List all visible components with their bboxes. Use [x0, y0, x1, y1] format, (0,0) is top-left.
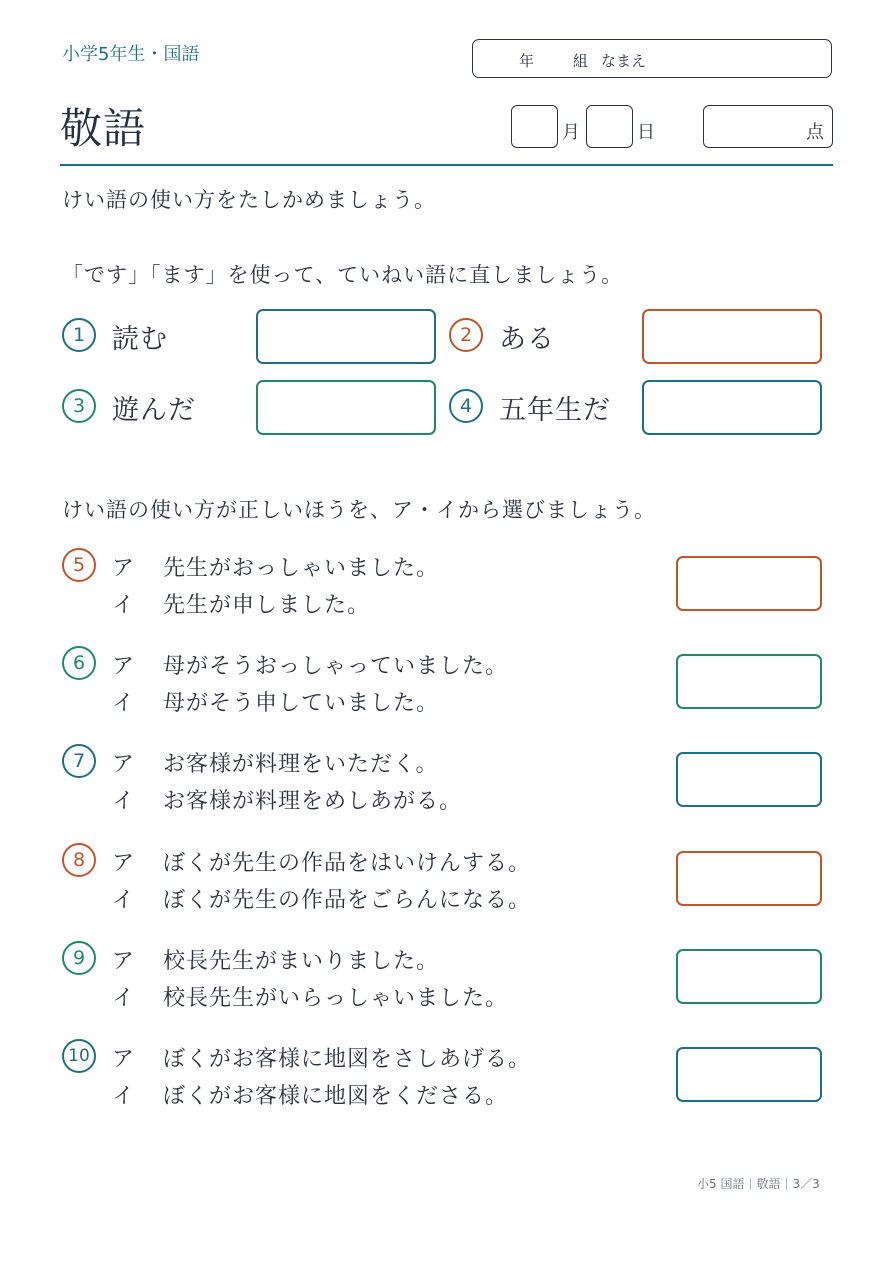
option-a-text-6: 母がそうおっしゃっていました。 — [163, 654, 509, 680]
answer-box-8[interactable] — [676, 851, 822, 906]
answer-box-5[interactable] — [676, 556, 822, 611]
year-label: 年 — [519, 52, 535, 70]
intro-text: けい語の使い方をたしかめましょう。 — [62, 188, 436, 212]
question-number-8: 8 — [62, 843, 96, 877]
question-number-10: 10 — [62, 1039, 96, 1073]
option-i-text-7: お客様が料理をめしあがる。 — [163, 789, 463, 815]
option-i-mark: イ — [112, 789, 135, 815]
option-i-mark: イ — [112, 985, 135, 1011]
question-word-1: 読む — [112, 324, 168, 355]
answer-box-2[interactable] — [642, 309, 822, 364]
name-label: なまえ — [601, 52, 647, 70]
page-footer: 小5 国語｜敬語｜3／3 — [697, 1177, 820, 1191]
question-number-6: 6 — [62, 646, 96, 680]
section1-instruction: 「です」「ます」を使って、ていねい語に直しましょう。 — [62, 263, 624, 287]
page-title: 敬語 — [60, 104, 147, 153]
option-i-text-10: ぼくがお客様に地図をくださる。 — [163, 1084, 509, 1109]
day-label: 日 — [637, 122, 655, 143]
score-label: 点 — [806, 122, 824, 143]
option-i-mark: イ — [112, 593, 135, 618]
question-word-3: 遊んだ — [112, 395, 196, 426]
option-a-text-9: 校長先生がまいりました。 — [163, 948, 440, 974]
question-number-3: 3 — [62, 389, 96, 423]
question-number-7: 7 — [62, 744, 96, 778]
option-i-text-8: ぼくが先生の作品をごらんになる。 — [163, 887, 532, 913]
question-number-5: 5 — [62, 548, 96, 582]
answer-box-9[interactable] — [676, 949, 822, 1004]
option-a-text-5: 先生がおっしゃいました。 — [163, 556, 440, 581]
answer-box-6[interactable] — [676, 654, 822, 709]
option-a-mark: ア — [112, 850, 135, 876]
option-a-mark: ア — [112, 752, 135, 778]
option-i-mark: イ — [112, 887, 135, 913]
option-a-text-10: ぼくがお客様に地図をさしあげる。 — [163, 1047, 532, 1072]
month-input-box[interactable] — [511, 105, 558, 148]
score-box[interactable] — [703, 105, 833, 148]
question-number-4: 4 — [449, 389, 483, 423]
day-input-box[interactable] — [586, 105, 633, 148]
grade-subject-label: 小学5年生・国語 — [62, 44, 200, 65]
answer-box-4[interactable] — [642, 380, 822, 435]
option-i-mark: イ — [112, 1084, 135, 1109]
answer-box-1[interactable] — [256, 309, 436, 364]
option-a-mark: ア — [112, 556, 135, 581]
option-a-mark: ア — [112, 654, 135, 680]
question-number-1: 1 — [62, 318, 96, 352]
option-i-text-5: 先生が申しました。 — [163, 593, 371, 618]
answer-box-10[interactable] — [676, 1047, 822, 1102]
option-i-text-6: 母がそう申していました。 — [163, 691, 440, 717]
answer-box-3[interactable] — [256, 380, 436, 435]
question-number-9: 9 — [62, 941, 96, 975]
option-a-text-7: お客様が料理をいただく。 — [163, 752, 439, 778]
answer-box-7[interactable] — [676, 752, 822, 807]
option-i-text-9: 校長先生がいらっしゃいました。 — [163, 985, 509, 1011]
question-word-4: 五年生だ — [499, 395, 611, 426]
question-word-2: ある — [499, 324, 555, 355]
option-a-text-8: ぼくが先生の作品をはいけんする。 — [163, 850, 532, 876]
option-a-mark: ア — [112, 948, 135, 974]
month-label: 月 — [562, 122, 580, 143]
option-a-mark: ア — [112, 1047, 135, 1072]
name-field-box[interactable] — [472, 39, 832, 78]
header-divider — [60, 164, 833, 166]
option-i-mark: イ — [112, 691, 135, 717]
section2-instruction: けい語の使い方が正しいほうを、ア・イから選びましょう。 — [62, 498, 656, 522]
class-label: 組 — [573, 52, 589, 70]
question-number-2: 2 — [449, 318, 483, 352]
